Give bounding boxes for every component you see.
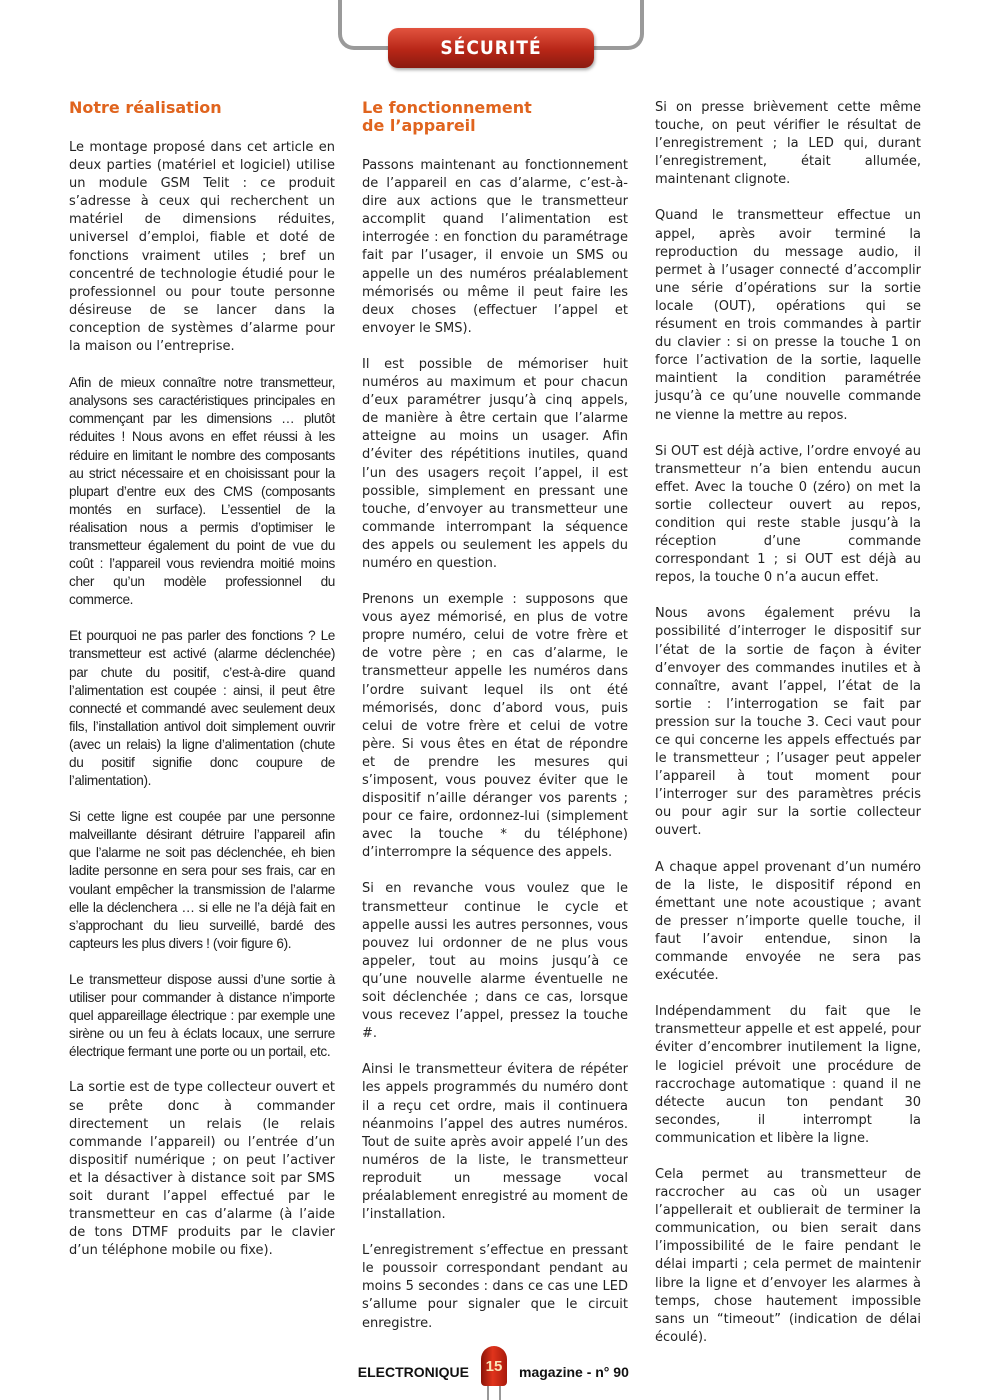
- page-number-led-icon: [481, 1346, 507, 1386]
- paragraph: Le montage proposé dans cet article en deux parties (matériel et logiciel) utilise un module GSM Telit : ce produit s’adresse à ceux qui recherchent un matériel de dimensions réduites, universel d’emploi, fiable et doté de fonctions vraiment utiles ; bref un concentré de technologie étudié pour le professionnel ou pour toute personne désireuse de se lancer dans la conception de systèmes d’alarme pour la maison ou l’entreprise.: [69, 140, 335, 355]
- paragraph: Afin de mieux connaître notre transmetteur, analysons ses caractéristiques principales en commençant par les dimensions … plutôt réduites ! Nous avons en effet réussi à les réduire en limitant le nombre des composants au strict nécessaire et en choisissant pour la plupart d’entre eux des CMS (composants montés en surface). L’essentiel de la réalisation nous a permis d’optimiser le transmetteur également du point de vue du coût : l’appareil vous reviendra moitié moins cher qu’un modèle professionnel du commerce.: [69, 375, 335, 608]
- paragraph: Ainsi le transmetteur évitera de répéter les appels programmés du numéro dont il a reçu cet ordre, mais il continuera néanmoins l’appel des autres numéros. Tout de suite après avoir appelé l’un des numéros de la liste, le transmetteur reproduit un message vocal préalablement enregistré au moment de l’installation.: [362, 1062, 628, 1223]
- section-label: [388, 28, 594, 68]
- page-number: 15: [485, 1357, 503, 1375]
- paragraph: Si cette ligne est coupée par une personne malveillante désirant détruire l’appareil afin que l’alarme ne soit pas déclenchée, eh bien ladite personne en sera pour ses frais, car en voulant empêcher la transmission de l’alarme elle la déclenchera … si elle ne l’a déjà fait en s’approchant du lieu surveillé, bardé des capteurs les plus divers ! (voir figure 6).: [69, 809, 335, 951]
- heading-line: de l’appareil: [362, 116, 476, 135]
- column-2: [362, 99, 628, 1351]
- led-lead: [487, 1386, 489, 1400]
- footer-magazine-name: ELECTRONIQUE: [357, 1364, 469, 1380]
- paragraph: Passons maintenant au fonctionnement de l’appareil en cas d’alarme, c’est-à-dire aux actions que le transmetteur accomplit quand l’alimentation est interrogée : en fonction du paramétrage fait par l’usager, il envoie un SMS ou appelle un des numéros préalablement mémorisés ou même il peut faire les deux choses (effectuer l’appel et envoyer le SMS).: [362, 158, 628, 336]
- paragraph: La sortie est de type collecteur ouvert et se prête donc à commander directement un relais (le relais commande l’appareil) ou l’entrée d’un dispositif numérique ; on peut l’activer et la désactiver à distance soit par SMS soit durant l’appel effectué par le transmetteur en cas d’alarme (à l’aide de tons DTMF produits par le clavier d’un téléphone mobile ou fixe).: [69, 1080, 335, 1259]
- section-title: SÉCURITÉ: [440, 37, 542, 59]
- heading-fonctionnement: [362, 99, 628, 135]
- column-3: [655, 99, 921, 1365]
- paragraph: Il est possible de mémoriser huit numéros au maximum et pour chacun d’eux paramétrer jusqu’à cinq appels, de manière à être certain que l’alarme atteigne au moins un usager. Afin d’éviter des répétitions inutiles, quand l’un des usagers reçoit l’appel, il est possible, simplement en pressant une touche, d’envoyer au transmetteur une commande interrompant la séquence des appels ou seulement les appels du numéro en question.: [362, 356, 628, 571]
- paragraph: Quand le transmetteur effectue un appel, après avoir terminé la reproduction du message audio, il permet à l’usager connecté d’accomplir une série d’opérations sur la sortie locale (OUT), opérations qui se résument en trois commandes à partir du clavier : si on presse la touche 1 on force l’activation de la sortie, laquelle maintient la condition paramétrée jusqu’à ce qu’une nouvelle commande ne vienne la mettre au repos.: [655, 208, 921, 423]
- paragraph: A chaque appel provenant d’un numéro de la liste, le dispositif répond en émettant une note acoustique ; avant de presser n’importe quelle touche, il faut l’avoir entendue, sinon la commande envoyée ne sera pas exécutée.: [655, 859, 921, 984]
- heading-notre-realisation: Notre réalisation: [69, 98, 222, 117]
- heading-line: Le fonctionnement: [362, 98, 532, 117]
- paragraph: Le transmetteur dispose aussi d’une sortie à utiliser pour commander à distance n’importe quel appareillage électrique : par exemple une sirène ou un feu à éclats locaux, une serrure électrique fermant une porte ou un portail, etc.: [69, 971, 335, 1060]
- paragraph: Prenons un exemple : supposons que vous ayez mémorisé, en plus de votre propre numéro, celui de votre frère et de votre père ; en cas d’alarme, le transmetteur appelle les numéros dans l’ordre suivant lequel ils ont été mémorisés, donc d’abord vous, puis celui de votre frère et celui de votre père. Si vous êtes en état de répondre et de prendre les mesures qui s’imposent, vous pouvez éviter que le dispositif n’aille déranger vos parents ; pour ce faire, ordonnez-lui (simplement avec la touche * du téléphone) d’interrompre la séquence des appels.: [362, 592, 628, 861]
- paragraph: Indépendamment du fait que le transmetteur appelle et est appelé, pour éviter d’encombrer inutilement la ligne, le logiciel prévoit une procédure de raccrochage automatique : quand il ne détecte aucun ton pendant 30 secondes, il interrompt la communication et libère la ligne.: [655, 1004, 921, 1146]
- paragraph: Si on presse brièvement cette même touche, on peut vérifier le résultat de l’enregistrement ; la LED qui, durant l’enregistrement, était allumée, maintenant clignote.: [655, 100, 921, 188]
- paragraph: Et pourquoi ne pas parler des fonctions ? Le transmetteur est activé (alarme déclenchée) par chute du positif, c’est-à-dire quand l’alimentation est coupée : ainsi, il peut être connecté et commandé avec seulement deux fils, l’installation antivol doit simplement ouvrir (avec un relais) la ligne d’alimentation (chute du positif signifie donc coupure de l’alimentation).: [69, 628, 335, 789]
- paragraph: Nous avons également prévu la possibilité d’interroger le dispositif sur l’état de la sortie de façon à éviter d’envoyer des commandes inutiles et à connaître, avant l’appel, l’état de la sortie : l’interrogation se fait par pression sur la touche 3. Ceci vaut pour ce qui concerne les appels effectués par le transmetteur ; l’usager peut appeler l’appareil à tout moment pour l’interroger sur des paramètres précis ou pour agir sur la sortie collecteur ouvert.: [655, 606, 921, 839]
- footer-issue: magazine - n° 90: [519, 1364, 629, 1380]
- paragraph: Si OUT est déjà active, l’ordre envoyé au transmetteur n’a bien entendu aucun effet. Avec la touche 0 (zéro) on met la sortie collecteur ouvert au repos, condition qui reste stable jusqu’à la réception d’une commande correspondant 1 ; si OUT est déjà au repos, la touche 0 n’a aucun effet.: [655, 443, 921, 586]
- section-banner: [338, 0, 652, 70]
- led-lead: [499, 1386, 501, 1400]
- paragraph: Si en revanche vous voulez que le transmetteur continue le cycle et appelle aussi les autres personnes, vous pouvez lui ordonner de ne plus vous appeler, tout au moins jusqu’à ce qu’une nouvelle alarme éventuelle ne soit déclenchée ; dans ce cas, lorsque vous recevez l’appel, pressez la touche #.: [362, 881, 628, 1042]
- paragraph: L’enregistrement s’effectue en pressant le poussoir correspondant pendant au moins 5 secondes : dans ce cas une LED s’allume pour signaler que le circuit enregistre.: [362, 1243, 628, 1331]
- column-1: [69, 99, 335, 1278]
- page-footer: [0, 1346, 989, 1400]
- paragraph: Cela permet au transmetteur de raccrocher au cas où un usager l’appellerait et oublierait de terminer la communication, ou bien serait dans l’impossibilité de le faire pendant le délai imparti ; cela permet de maintenir libre la ligne et d’envoyer les alarmes à temps, chose hautement impossible sans un “timeout” (indication de délai écoulé).: [655, 1166, 921, 1345]
